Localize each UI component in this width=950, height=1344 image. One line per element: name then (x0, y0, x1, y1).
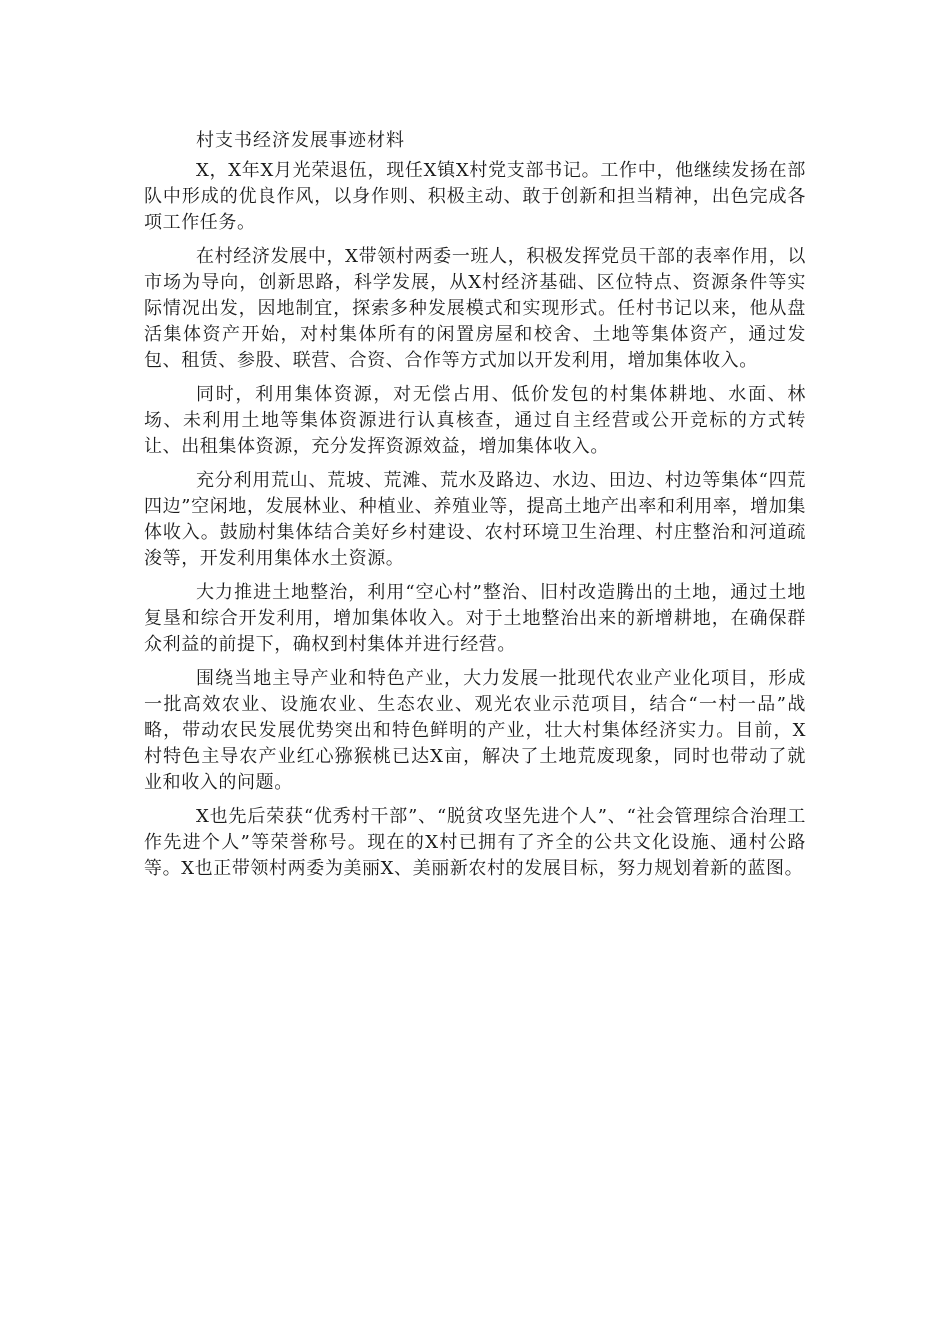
paragraph-collective-resources: 同时，利用集体资源，对无偿占用、低价发包的村集体耕地、水面、林场、未利用土地等集体资源进行认真核查，通过自主经营或公开竞标的方式转让、出租集体资源，充分发挥资源效益，增加集体收入。 (144, 384, 806, 457)
paragraph-economic-development: 在村经济发展中，X带领村两委一班人，积极发挥党员干部的表率作用，以市场为导向，创新思路，科学发展，从X村经济基础、区位特点、资源条件等实际情况出发，因地制宜，探索多种发展模式和实现形式。任村书记以来，他从盘活集体资产开始，对村集体所有的闲置房屋和校舍、土地等集体资产，通过发包、租赁、参股、联营、合资、合作等方式加以开发利用，增加集体收入。 (144, 246, 806, 371)
paragraph-honors: X也先后荣获“优秀村干部”、“脱贫攻坚先进个人”、“社会管理综合治理工作先进个人”等荣誉称号。现在的X村已拥有了齐全的公共文化设施、通村公路等。X也正带领村两委为美丽X、美丽新农村的发展目标，努力规划着新的蓝图。 (144, 806, 806, 879)
document-title: 村支书经济发展事迹材料 (196, 130, 405, 151)
paragraph-land-consolidation: 大力推进土地整治，利用“空心村”整治、旧村改造腾出的土地，通过土地复垦和综合开发利用，增加集体收入。对于土地整治出来的新增耕地，在确保群众利益的前提下，确权到村集体并进行经营。 (144, 582, 806, 655)
paragraph-idle-land: 充分利用荒山、荒坡、荒滩、荒水及路边、水边、田边、村边等集体“四荒四边”空闲地，发展林业、种植业、养殖业等，提高土地产出率和利用率，增加集体收入。鼓励村集体结合美好乡村建设、农村环境卫生治理、村庄整治和河道疏浚等，开发利用集体水土资源。 (144, 470, 806, 569)
paragraph-intro: X，X年X月光荣退伍，现任X镇X村党支部书记。工作中，他继续发扬在部队中形成的优良作风，以身作则、积极主动、敢于创新和担当精神，出色完成各项工作任务。 (144, 160, 806, 233)
paragraph-industry: 围绕当地主导产业和特色产业，大力发展一批现代农业产业化项目，形成一批高效农业、设施农业、生态农业、观光农业示范项目，结合“一村一品”战略，带动农民发展优势突出和特色鲜明的产业，壮大村集体经济实力。目前，X村特色主导农产业红心猕猴桃已达X亩，解决了土地荒废现象，同时也带动了就业和收入的问题。 (144, 668, 806, 793)
document-page (144, 128, 806, 890)
